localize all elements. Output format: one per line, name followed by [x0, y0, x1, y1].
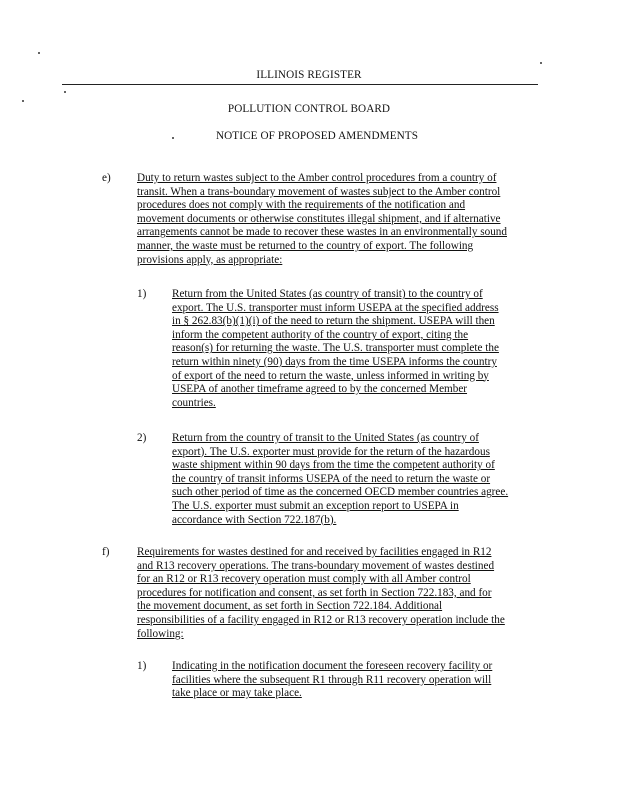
scan-speck — [22, 100, 24, 102]
text-line: the movement document, as set forth in Section 722.184. Additional — [137, 600, 443, 613]
text-line: take place or may take place. — [172, 687, 302, 700]
text-line: Return from the United States (as country of transit) to the country of — [172, 288, 483, 300]
text-line: procedures does not comply with the requirements of the notification and — [137, 199, 466, 212]
scan-speck — [64, 91, 66, 93]
section-e-paragraph — [137, 172, 537, 267]
text-line: Duty to return wastes subject to the Amber control procedures from a country of — [137, 172, 497, 184]
text-line: arrangements cannot be made to recover these wastes in an environmentally sound — [137, 226, 507, 239]
section-f-marker: f) — [102, 546, 110, 558]
text-line: reason(s) for returning the waste. The U.S. transporter must complete the — [172, 342, 499, 355]
text-line: facilities where the subsequent R1 through R11 recovery operation will — [172, 673, 492, 686]
notice-title: NOTICE OF PROPOSED AMENDMENTS — [215, 130, 419, 142]
item-e2-marker: 2) — [137, 432, 147, 444]
text-line: and R13 recovery operations. The trans-boundary movement of wastes destined — [137, 559, 495, 572]
text-line: responsibilities of a facility engaged in R12 or R13 recovery operation include the — [137, 613, 505, 626]
scan-speck — [540, 62, 542, 64]
text-line: waste shipment within 90 days from the time the competent authority of — [172, 459, 495, 472]
text-line: Return from the country of transit to the United States (as country of — [172, 432, 479, 444]
header-divider — [62, 84, 538, 85]
text-line: Indicating in the notification document the foreseen recovery facility or — [172, 660, 493, 672]
text-line: following: — [137, 627, 184, 640]
text-line: accordance with Section 722.187(b). — [172, 513, 337, 526]
text-line: inform the competent authority of the country of export, citing the — [172, 328, 469, 341]
text-line: provisions apply, as appropriate: — [137, 253, 283, 266]
item-f1-marker: 1) — [137, 660, 147, 672]
item-e1-paragraph — [172, 288, 538, 410]
text-line: Requirements for wastes destined for and received by facilities engaged in R12 — [137, 546, 492, 558]
text-line: countries. — [172, 396, 216, 409]
text-line: for an R12 or R13 recovery operation must comply with all Amber control — [137, 573, 471, 586]
scan-speck — [38, 52, 40, 54]
board-name: POLLUTION CONTROL BOARD — [227, 103, 391, 115]
text-line: export). The U.S. exporter must provide for the return of the hazardous — [172, 445, 490, 458]
text-line: such other period of time as the concerned OECD member countries agree. — [172, 486, 509, 499]
item-f1-paragraph — [172, 660, 538, 701]
section-f-paragraph — [137, 546, 537, 641]
register-title: ILLINOIS REGISTER — [256, 69, 362, 81]
text-line: the country of transit informs USEPA of the need to return the waste or — [172, 472, 491, 485]
text-line: manner, the waste must be returned to the country of export. The following — [137, 239, 474, 252]
text-line: USEPA of another timeframe agreed to by the concerned Member — [172, 383, 468, 396]
text-line: transit. When a trans-boundary movement of wastes subject to the Amber control — [137, 185, 501, 198]
text-line: return within ninety (90) days from the time USEPA informs the country — [172, 355, 497, 368]
text-line: of export of the need to return the waste, unless informed in writing by — [172, 369, 489, 382]
item-e1-marker: 1) — [137, 288, 147, 300]
text-line: procedures for notification and consent, as set forth in Section 722.183, and for — [137, 586, 492, 599]
text-line: The U.S. exporter must submit an exception report to USEPA in — [172, 499, 459, 512]
text-line: movement documents or otherwise constitutes illegal shipment, and if alternative — [137, 212, 501, 225]
item-e2-paragraph — [172, 432, 538, 527]
text-line: in § 262.83(b)(1)(i) of the need to return the shipment. USEPA will then — [172, 315, 495, 328]
text-line: export. The U.S. transporter must inform USEPA at the specified address — [172, 301, 499, 314]
section-e-marker: e) — [102, 172, 111, 184]
